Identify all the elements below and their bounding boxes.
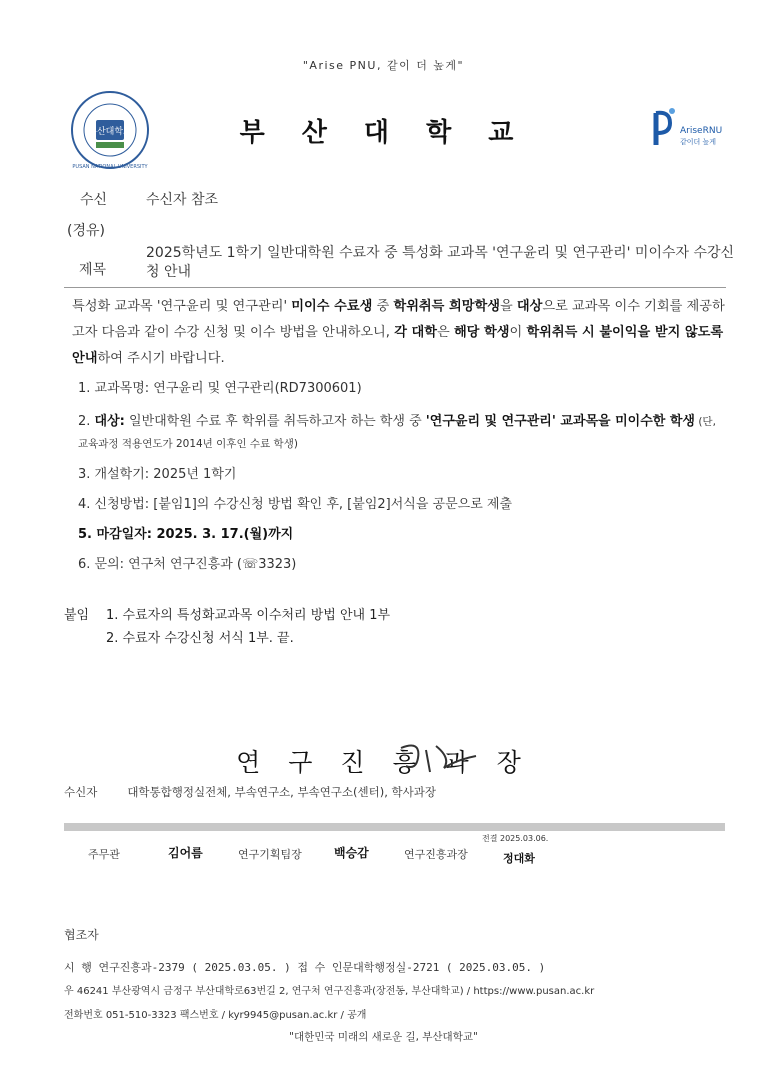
via-label: (경유) [67, 223, 105, 239]
seal-text: 부산대학교 [88, 127, 132, 137]
divider [64, 287, 726, 288]
university-title: 부 산 대 학 교 [239, 118, 528, 148]
attachment-label: 붙임 [64, 608, 90, 623]
recipient-value: 수신자 참조 [146, 192, 219, 208]
slogan: "Arise PNU, 같이 더 높게" [302, 59, 465, 72]
item-target: 2. 대상: 일반대학원 수료 후 학위를 취득하고자 하는 학생 중 '연구윤리 및 연구관리' 교과목을 미이수한 학생 (단, 교육과정 적용연도가 2014년 이후인 수료 학생) [78, 414, 716, 450]
motto: "대한민국 미래의 새로운 길, 부산대학교" [289, 1031, 478, 1043]
approver-3-date: 전결 2025.03.06. [482, 834, 549, 843]
approver-1-title: 주무관 [88, 848, 120, 861]
subject-value: 2025학년도 1학기 일반대학원 수료자 중 특성화 교과목 '연구윤리 및 연구관리' 미이수자 수강신청 안내 [146, 245, 735, 280]
item-contact: 6. 문의: 연구처 연구진흥과 (☏3323) [78, 557, 297, 572]
approval-bar [64, 823, 725, 831]
execution-line: 시 행 연구진흥과-2379 ( 2025.03.05. ) 접 수 인문대학행정실-2721 ( 2025.03.05. ) [64, 961, 546, 974]
item-course: 1. 교과목명: 연구윤리 및 연구관리(RD7300601) [78, 381, 362, 396]
approver-3-name: 정대화 [503, 852, 535, 865]
signature-title: 연 구 진 흥 과 장 [236, 748, 531, 777]
approver-2-title: 연구기획팀장 [238, 848, 302, 861]
body-paragraph: 특성화 교과목 '연구윤리 및 연구관리' 미이수 수료생 중 학위취득 희망학생을 대상으로 교과목 이수 기회를 제공하고자 다음과 같이 수강 신청 및 이수 방법을 안내하오니, 각 대학은 해당 학생이 학위취득 시 불이익을 받지 않도록 안내하여 주시기 바랍니다. [72, 299, 725, 366]
attachment-2: 2. 수료자 수강신청 서식 1부. 끝. [106, 631, 294, 646]
attachment-1: 1. 수료자의 특성화교과목 이수처리 방법 안내 1부 [106, 608, 391, 623]
seal-ring-text: PUSAN NATIONAL UNIVERSITY [72, 164, 148, 170]
item-deadline: 5. 마감일자: 2025. 3. 17.(월)까지 [78, 527, 294, 542]
handwritten-signature-icon [396, 738, 486, 778]
cooperator-label: 협조자 [64, 928, 99, 942]
approver-3-title: 연구진흥과장 [404, 848, 468, 861]
recipient-label: 수신 [80, 192, 108, 208]
subject-label: 제목 [79, 262, 107, 278]
approver-1-name: 김어름 [168, 846, 203, 860]
arise-pnu-logo-icon [650, 105, 730, 150]
phone-line: 전화번호 051-510-3323 팩스번호 / kyr9945@pusan.ac.kr / 공개 [64, 1010, 367, 1021]
recipients-line: 수신자 대학통합행정실전체, 부속연구소, 부속연구소(센터), 학사과장 [64, 785, 436, 799]
logo-text: AriseRNU [680, 126, 723, 136]
item-semester: 3. 개설학기: 2025년 1학기 [78, 467, 237, 482]
item-method: 4. 신청방법: [붙임1]의 수강신청 방법 확인 후, [붙임2]서식을 공문으로 제출 [78, 497, 513, 512]
approver-2-name: 백승감 [334, 846, 369, 860]
address-line: 우 46241 부산광역시 금정구 부산대학로63번길 2, 연구처 연구진흥과(장전동, 부산대학교) / https://www.pusan.ac.kr [64, 986, 595, 997]
logo-subtext: 같이더 높게 [680, 138, 717, 146]
